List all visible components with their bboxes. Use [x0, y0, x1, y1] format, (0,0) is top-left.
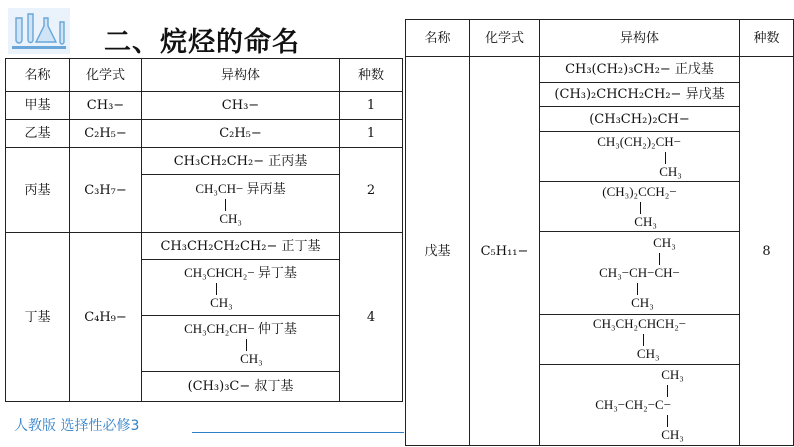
bond-line: [667, 385, 668, 397]
header-count: 种数: [740, 20, 794, 57]
bond-line: [225, 199, 226, 211]
group-formula: C₄H₉−: [70, 233, 142, 402]
header-formula: 化学式: [70, 59, 142, 92]
structural-formula: CH₃CH− 异丙基 CH₃: [195, 180, 286, 226]
isomer-cell: CH₃(CH₂)₃CH₂− 正戊基: [540, 57, 740, 83]
table-row: [406, 57, 794, 83]
lab-glassware-logo: [8, 8, 70, 54]
group-formula: C₂H₅−: [70, 120, 142, 148]
footer-divider: [192, 432, 404, 433]
group-formula: C₃H₇−: [70, 148, 142, 233]
header-isomer: 异构体: [142, 59, 340, 92]
isomer-count: 4: [340, 233, 403, 402]
group-formula: C₅H₁₁−: [470, 57, 540, 446]
isomer-cell: [540, 132, 740, 182]
page-title: 二、烷烃的命名: [104, 27, 300, 58]
bond-line: [665, 152, 666, 164]
structural-formula: CH₃CH₂CH− 仲丁基 CH₃: [184, 320, 297, 366]
group-name: 戊基: [406, 57, 470, 446]
isomer-cell: [142, 175, 340, 233]
right-pentyl-table: [405, 19, 794, 446]
table-row: [6, 120, 403, 148]
isomer-cell: (CH₃CH₂)₂CH−: [540, 107, 740, 132]
isomer-cell: [540, 182, 740, 232]
group-formula: CH₃−: [70, 92, 142, 120]
isomer-cell: (CH₃)₂CHCH₂CH₂− 异戊基: [540, 83, 740, 107]
isomer-cell: C₂H₅−: [142, 120, 340, 148]
isomer-cell: [540, 314, 740, 364]
isomer-cell: [142, 316, 340, 372]
bond-line: [216, 283, 217, 295]
table-row: [6, 148, 403, 175]
structural-formula: (CH₃)₂CCH₂− CH₃: [602, 183, 677, 229]
header-isomer: 异构体: [540, 20, 740, 57]
structural-formula: CH₃ CH₃−CH−CH− CH₃: [599, 235, 680, 311]
isomer-cell: [540, 364, 740, 445]
structural-formula: CH₃CH₂CHCH₂− CH₃: [592, 316, 687, 362]
bond-line: [246, 339, 247, 351]
group-name: 丙基: [6, 148, 70, 233]
isomer-count: 1: [340, 92, 403, 120]
header-name: 名称: [6, 59, 70, 92]
table-header-row: [6, 59, 403, 92]
group-name: 乙基: [6, 120, 70, 148]
header-formula: 化学式: [470, 20, 540, 57]
structural-formula: CH₃CHCH₂− 异丁基 CH₃: [184, 264, 297, 310]
isomer-count: 2: [340, 148, 403, 233]
structural-formula: CH₃(CH₂)₂CH− CH₃: [597, 133, 682, 179]
isomer-cell: CH₃CH₂CH₂− 正丙基: [142, 148, 340, 175]
isomer-cell: CH₃CH₂CH₂CH₂− 正丁基: [142, 233, 340, 260]
group-name: 丁基: [6, 233, 70, 402]
isomer-cell: CH₃−: [142, 92, 340, 120]
bond-line: [640, 202, 641, 214]
isomer-cell: [142, 260, 340, 316]
structural-formula: CH₃ CH₃−CH₂−C− CH₃: [595, 366, 684, 442]
header-name: 名称: [406, 20, 470, 57]
table-header-row: [406, 20, 794, 57]
isomer-cell: [540, 232, 740, 314]
bond-line: [659, 253, 660, 265]
footer-textbook-label: 人教版 选择性必修3: [14, 418, 140, 434]
table-row: [6, 92, 403, 120]
bond-line: [667, 415, 668, 427]
bond-line: [643, 334, 644, 346]
left-alkyl-table: [5, 58, 403, 402]
isomer-count: 1: [340, 120, 403, 148]
isomer-cell: (CH₃)₃C− 叔丁基: [142, 372, 340, 402]
isomer-count: 8: [740, 57, 794, 446]
header-count: 种数: [340, 59, 403, 92]
table-row: [6, 233, 403, 260]
bond-line: [637, 283, 638, 295]
group-name: 甲基: [6, 92, 70, 120]
